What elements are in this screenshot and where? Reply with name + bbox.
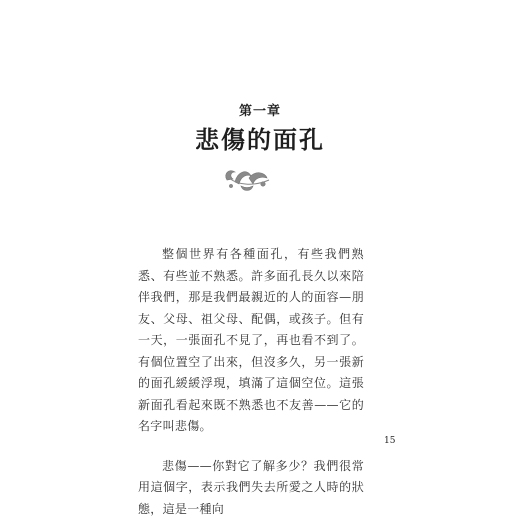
paragraph-1: 整個世界有各種面孔，有些我們熟悉、有些並不熟悉。許多面孔長久以來陪伴我們，那是我們最親近的人的面容—朋友、父母、祖父母、配偶，或孩子。但有一天，一張面孔不見了，再也看不到了。有個位置空了出來，但沒多久，另一張新的面孔緩緩浮現，填滿了這個空位。這張新面孔看起來既不熟悉也不友善——它的名字叫悲傷。: [138, 244, 364, 438]
paragraph-2: 悲傷——你對它了解多少？我們很常用這個字，表示我們失去所愛之人時的狀態，這是一種向: [138, 456, 364, 520]
page-number: 15: [384, 436, 395, 446]
chapter-title: 悲傷的面孔: [0, 120, 520, 155]
floral-ornament-icon: [219, 160, 279, 196]
chapter-label: 第一章: [0, 100, 520, 119]
chapter-body: [138, 244, 364, 520]
